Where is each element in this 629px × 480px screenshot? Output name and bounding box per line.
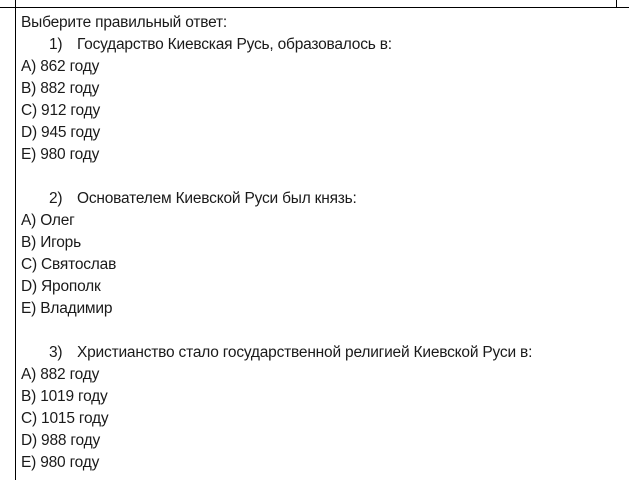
answer-option[interactable]: A) 882 году	[21, 366, 100, 383]
question-text: Христианство стало государственной религией Киевской Руси в:	[77, 344, 533, 361]
table-top-border	[0, 7, 629, 8]
question-number: 2)	[49, 190, 63, 207]
question-text: Основателем Киевской Руси был князь:	[77, 190, 357, 207]
table-left-border	[15, 0, 16, 480]
answer-option[interactable]: B) 882 году	[21, 80, 100, 97]
answer-option[interactable]: B) 1019 году	[21, 388, 108, 405]
table-right-border	[616, 0, 617, 8]
answer-option[interactable]: E) 980 году	[21, 454, 100, 471]
question-number: 1)	[49, 36, 63, 53]
answer-option[interactable]: D) Ярополк	[21, 278, 101, 295]
question-1	[21, 34, 621, 56]
answer-option[interactable]: D) 945 году	[21, 124, 101, 141]
question-block-3	[21, 342, 621, 474]
spacer	[21, 166, 621, 188]
answer-option[interactable]: E) Владимир	[21, 300, 113, 317]
answer-option[interactable]: C) 1015 году	[21, 410, 109, 427]
spacer	[21, 320, 621, 342]
answer-option[interactable]: D) 988 году	[21, 432, 101, 449]
question-block-1	[21, 34, 621, 166]
question-3	[21, 342, 621, 364]
answer-option[interactable]: A) Олег	[21, 212, 75, 229]
question-text: Государство Киевская Русь, образовалось в:	[77, 36, 392, 53]
answer-option[interactable]: A) 862 году	[21, 58, 100, 75]
answer-option[interactable]: E) 980 году	[21, 146, 100, 163]
quiz-content	[21, 12, 621, 474]
answer-option[interactable]: B) Игорь	[21, 234, 81, 251]
question-2	[21, 188, 621, 210]
question-number: 3)	[49, 344, 63, 361]
answer-option[interactable]: C) Святослав	[21, 256, 117, 273]
question-block-2	[21, 188, 621, 320]
answer-option[interactable]: C) 912 году	[21, 102, 101, 119]
instruction-text: Выберите правильный ответ:	[21, 14, 227, 31]
